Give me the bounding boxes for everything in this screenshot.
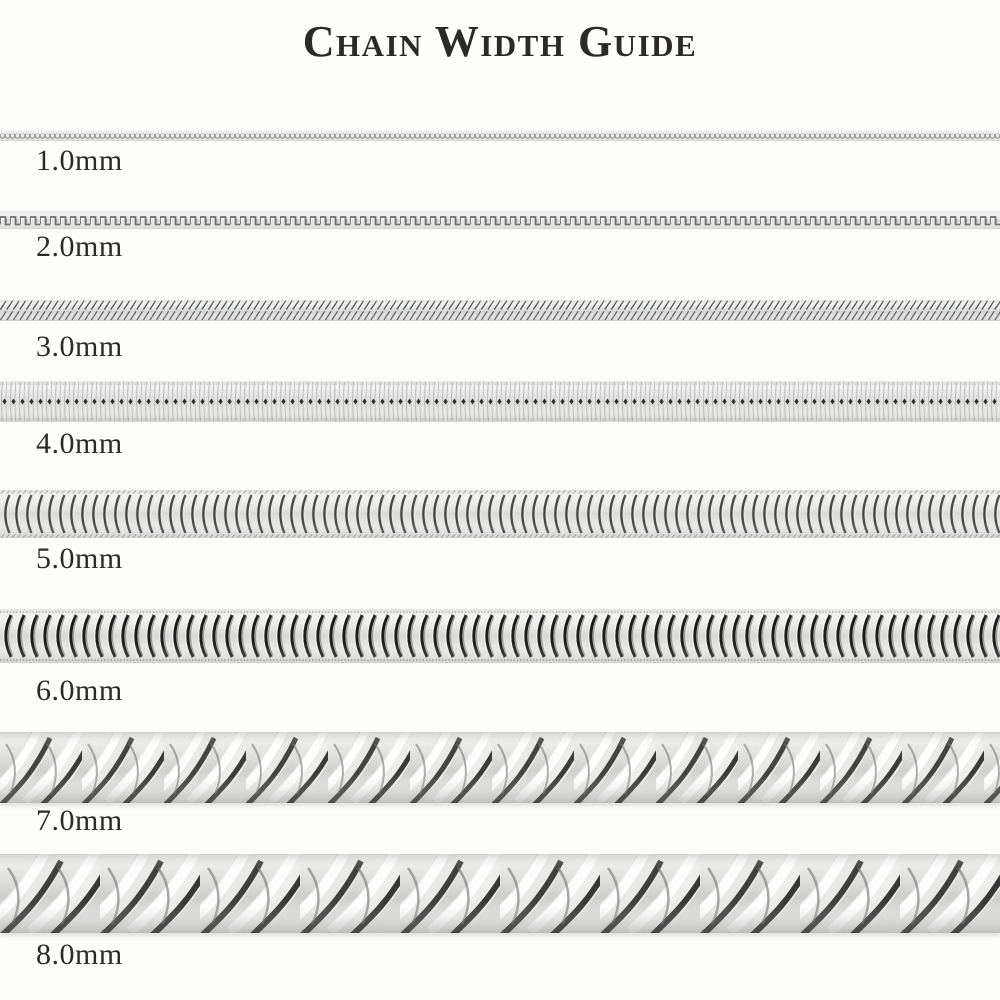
chain-photo-5-0mm [0,487,1000,541]
chain-width-label: 5.0mm [36,542,123,575]
chain-photo-8-0mm [0,851,1000,936]
page-title: Chain Width Guide [302,17,698,66]
chain-width-label: 3.0mm [36,330,123,363]
chain-width-label: 2.0mm [36,230,123,263]
chain-width-label: 4.0mm [36,427,123,460]
chain-photo-7-0mm [0,729,1000,806]
chain-photo-6-0mm [0,606,1000,666]
chain-photo-1-0mm [0,130,1000,142]
chain-width-label: 6.0mm [36,674,123,707]
chain-width-label: 7.0mm [36,804,123,837]
chain-photo-3-0mm [0,297,1000,324]
chain-width-label: 8.0mm [36,938,123,971]
chain-photo-4-0mm [0,377,1000,426]
chain-photo-2-0mm [0,209,1000,231]
chain-width-label: 1.0mm [36,144,123,177]
